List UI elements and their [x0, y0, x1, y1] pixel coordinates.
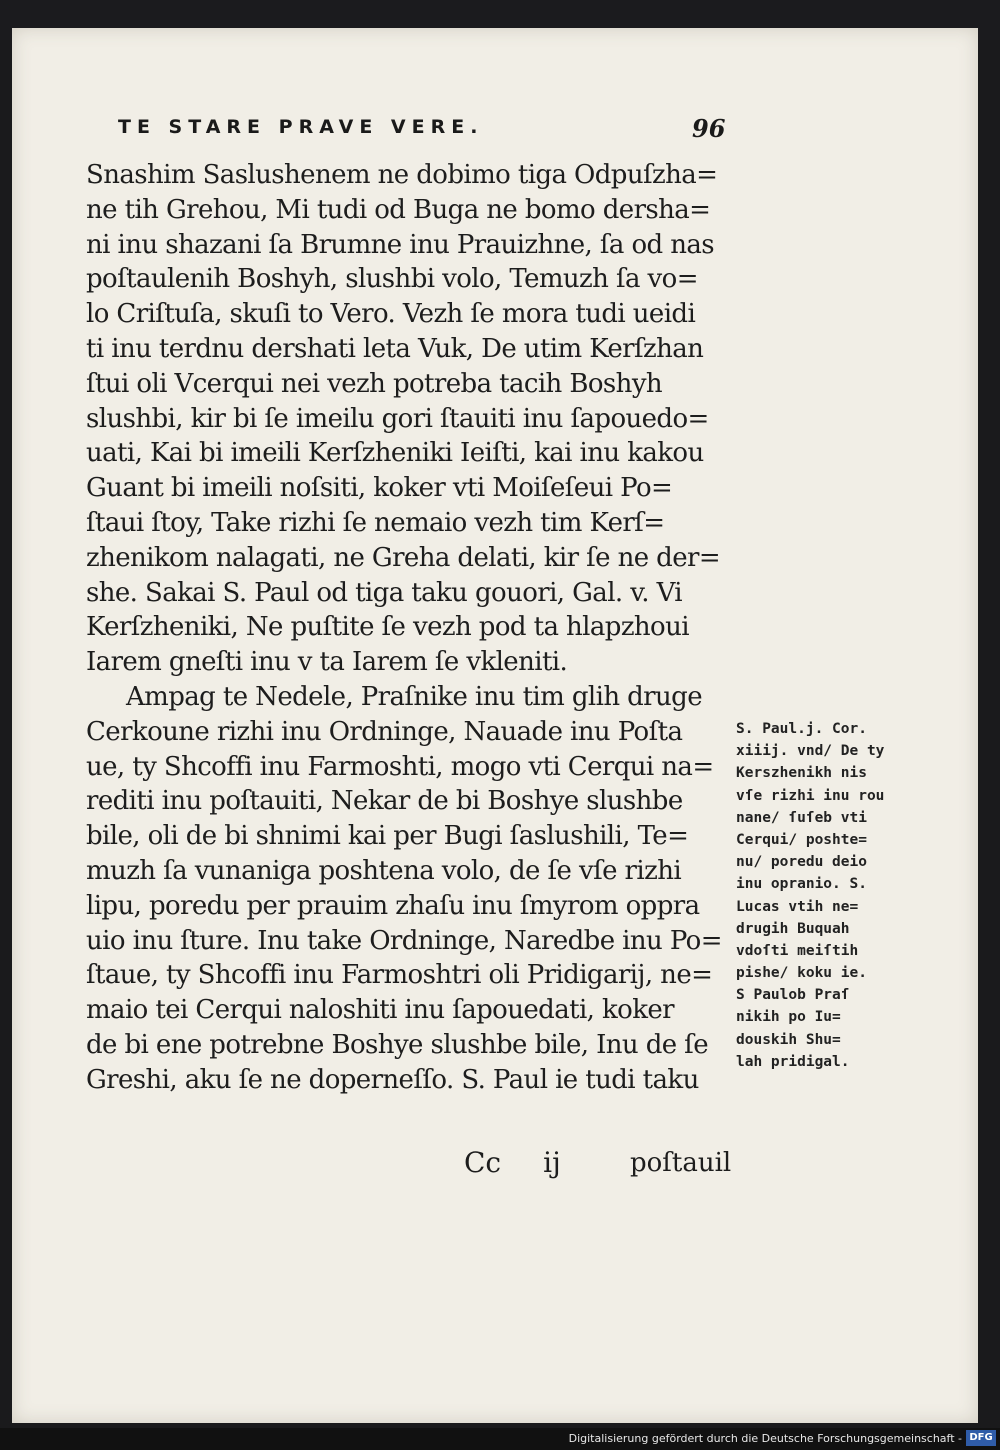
text-line: zhenikom nalagati, ne Greha delati, kir ſe ne der= — [86, 542, 721, 573]
text-line: ſtaue, ty Shcoffi inu Farmoshtri oli Pridigarij, ne= — [86, 960, 713, 991]
text-line: uio inu ſture. Inu take Ordninge, Naredbe inu Po= — [86, 925, 722, 956]
text-line: uati, Kai bi imeili Kerſzheniki Ieiſti, kai inu kakou — [86, 438, 704, 469]
signature-number: ij — [543, 1146, 561, 1179]
text-line: Kerſzheniki, Ne puſtite ſe vezh pod ta hlapzhoui — [86, 612, 689, 643]
margin-note-line: S. Paul.j. Cor. — [736, 721, 867, 737]
margin-note-line: lah pridigal. — [736, 1053, 850, 1070]
text-line: ſtaui ſtoy, Take rizhi ſe nemaio vezh tim Kerſ= — [86, 507, 665, 538]
text-line: de bi ene potrebne Boshye slushbe bile, Inu de ſe — [86, 1029, 708, 1060]
text-line: ni inu shazani ſa Brumne inu Prauizhne, ſa od nas — [86, 229, 715, 260]
catchword: poſtauil — [630, 1148, 732, 1178]
text-line: poſtaulenih Boshyh, slushbi volo, Temuzh ſa vo= — [86, 264, 698, 295]
text-line: Iarem gneſti inu v ta Iarem ſe vkleniti. — [86, 647, 568, 678]
text-line: rediti inu poſtauiti, Nekar de bi Boshye slushbe — [86, 786, 683, 817]
text-line: ti inu terdnu dershati leta Vuk, De utim Kerſzhan — [86, 333, 704, 364]
margin-note-line: nane/ ſuſeb vti — [736, 809, 867, 826]
text-line: lipu, poredu per prauim zhaſu inu ſmyrom oppra — [86, 890, 700, 921]
text-line: ue, ty Shcoffi inu Farmoshti, mogo vti Cerqui na= — [86, 751, 714, 782]
text-line: bile, oli de bi shnimi kai per Bugi ſaslushili, Te= — [86, 821, 689, 852]
text-line: maio tei Cerqui naloshiti inu ſapouedati, koker — [86, 995, 674, 1026]
text-line: slushbi, kir bi ſe imeilu gori ſtauiti inu ſapouedo= — [86, 403, 709, 434]
signature-letters: Cc — [464, 1146, 502, 1179]
margin-note-line: drugih Buquah — [736, 920, 850, 937]
text-line: ne tih Grehou, Mi tudi od Buga ne bomo dersha= — [86, 194, 711, 225]
text-line: Guant bi imeili noſsiti, koker vti Moiſeſeui Po= — [86, 473, 673, 504]
margin-note-line: xiiij. vnd/ De ty — [736, 743, 885, 760]
margin-note — [736, 718, 916, 1073]
margin-note-line: douskih Shu= — [736, 1031, 841, 1048]
margin-note-line: vdoſti meiſtih — [736, 942, 859, 959]
text-line: Cerkoune rizhi inu Ordninge, Nauade inu Poſta — [86, 716, 683, 747]
text-line: Ampag te Nedele, Praſnike inu tim glih druge — [126, 681, 702, 712]
text-line: muzh ſa vunaniga poshtena volo, de ſe vſe rizhi — [86, 855, 682, 886]
text-line: Greshi, aku ſe ne doperneſſo. S. Paul ie tudi taku — [86, 1064, 699, 1095]
margin-note-line: Lucas vtih ne= — [736, 898, 859, 915]
margin-note-line: Cerqui/ poshte= — [736, 831, 867, 848]
digitization-credit: Digitalisierung gefördert durch die Deutsche Forschungsgemeinschaft - — [568, 1432, 962, 1445]
margin-note-line: nu/ poredu deio — [736, 854, 867, 871]
margin-note-line: Kerszhenikh nis — [736, 765, 867, 782]
body-text — [86, 158, 766, 1098]
text-line: she. Sakai S. Paul od tiga taku gouori, Gal. v. Vi — [86, 577, 683, 608]
page-number: 96 — [692, 114, 726, 143]
margin-note-line: pishe/ koku ie. — [736, 965, 867, 982]
running-head: TE STARE PRAVE VERE. — [118, 116, 484, 138]
margin-note-line: nikih po Iu= — [736, 1009, 841, 1026]
signature-mark — [464, 1146, 603, 1179]
text-line: ſtui oli Vcerqui nei vezh potreba tacih Boshyh — [86, 368, 663, 399]
margin-note-line: S Paulob Praſ — [736, 987, 850, 1004]
dfg-logo: DFG — [966, 1430, 996, 1446]
text-line: Snashim Saslushenem ne dobimo tiga Odpuſzha= — [86, 160, 718, 190]
text-line: lo Criſtuſa, skuſi to Vero. Vezh ſe mora tudi ueidi — [86, 299, 696, 330]
margin-note-line: inu opranio. S. — [736, 876, 867, 893]
margin-note-line: vſe rizhi inu rou — [736, 787, 885, 804]
